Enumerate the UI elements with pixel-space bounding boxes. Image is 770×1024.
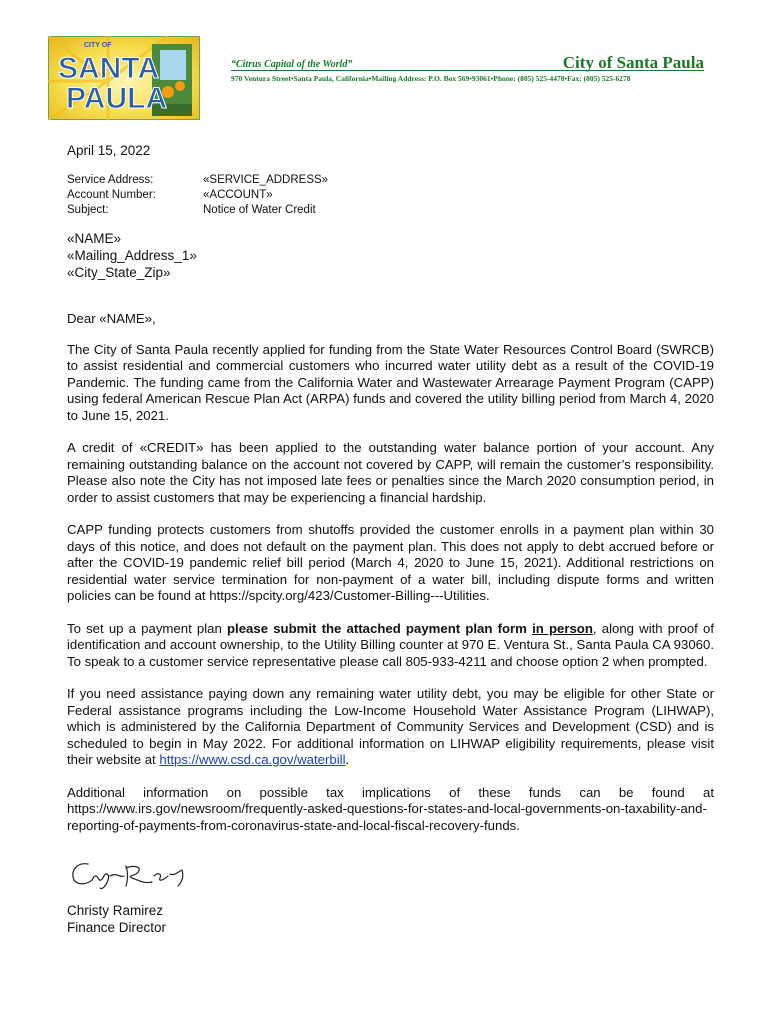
header-rule — [231, 70, 704, 71]
letter-meta — [67, 173, 328, 218]
p4-text-b: , along with proof of identification and account ownership, to the Utility Billing counter at 970 E. Ventura St., Santa Paula CA 93060. To speak to a customer service representative please call 805-933-4211 and choose option 2 when prompted. — [67, 620, 714, 669]
recipient-name: «NAME» — [67, 231, 122, 246]
meta-label: Account Number: — [67, 189, 156, 201]
recipient-address: «Mailing_Address_1» — [67, 248, 197, 263]
recipient-block — [67, 230, 197, 281]
logo-paula: PAULA — [66, 82, 168, 115]
paragraph-4 — [67, 621, 714, 671]
p4-in-person: in person — [532, 620, 593, 636]
paragraph-1: The City of Santa Paula recently applied for funding from the State Water Resources Control Board (SWRCB) to assist residential and commercial customers who incurred water utility debt as a result of the COVID-19 Pandemic. The funding came from the California Water and Wastewater Arrearage Payment Program (CAPP) using federal American Rescue Plan Act (ARPA) funds and covered the utility billing period from March 4, 2020 to June 15, 2021. — [67, 341, 714, 423]
signer-block — [67, 902, 166, 936]
letter-date: April 15, 2022 — [67, 143, 151, 158]
header-city-name: City of Santa Paula — [562, 53, 704, 72]
meta-row-account-number — [67, 188, 328, 203]
paragraph-3: CAPP funding protects customers from shutoffs provided the customer enrolls in a payment plan within 30 days of this notice, and does not default on the payment plan. This does not apply to debt accrued before or after the COVID-19 pandemic relief bill period (March 4, 2020 to June 15, 2021). Additional restrictions on residential water service termination for non-payment of a water bill, including dispute forms and written policies can be found at https://spcity.org/423/Customer-Billing---Utilities. — [67, 522, 714, 603]
meta-label: Service Address: — [67, 174, 154, 186]
logo-santa: SANTA — [58, 52, 160, 85]
meta-row-subject — [67, 203, 328, 218]
header-tagline: “Citrus Capital of the World” — [231, 59, 353, 70]
paragraph-5 — [67, 686, 714, 769]
salutation: Dear «NAME», — [67, 311, 156, 326]
logo-city-of: CITY OF — [84, 42, 112, 49]
signature — [66, 858, 206, 892]
header-address: 970 Ventura Street•Santa Paula, California•Mailing Address: P.O. Box 569•93061•Phone: (805) 525-4478•Fax: (805) 525-6278 — [231, 74, 631, 83]
meta-value: Notice of Water Credit — [203, 204, 316, 216]
paragraph-6: Additional information on possible tax implications of these funds can be found at https://www.irs.gov/newsroom/frequently-asked-questions-for-states-and-local-governments-on-taxability-and-reporting-of-payments-from-coronavirus-state-and-local-fiscal-recovery-funds. — [67, 784, 714, 833]
signer-name: Christy Ramirez — [67, 903, 164, 918]
p4-text-a: To set up a payment plan — [67, 620, 227, 636]
signer-title: Finance Director — [67, 920, 167, 935]
recipient-city-state-zip: «City_State_Zip» — [67, 265, 171, 280]
letter-body — [67, 311, 714, 850]
meta-value: «SERVICE_ADDRESS» — [203, 174, 329, 186]
meta-row-service-address — [67, 173, 328, 188]
meta-value: «ACCOUNT» — [203, 189, 273, 201]
csd-waterbill-link[interactable]: https://www.csd.ca.gov/waterbill — [159, 752, 346, 767]
paragraph-2: A credit of «CREDIT» has been applied to the outstanding water balance portion of your account. Any remaining outstanding balance on the account not covered by CAPP, will remain the customer’s responsibility. Please also note the City has not imposed late fees or penalties since the March 2020 consumption period, in order to assist customers that may be experiencing a financial hardship. — [67, 440, 714, 505]
city-logo — [48, 36, 200, 120]
p5-text-a: If you need assistance paying down any remaining water utility debt, you may be eligible for other State or Federal assistance programs including the Low-Income Household Water Assistance Program (LIHWAP), which is administered by the California Department of Community Services and Development (CSD) and is scheduled to begin in May 2022. For additional information on LIHWAP eligibility requirements, please visit their website at — [67, 686, 714, 767]
p5-text-b: . — [345, 752, 350, 767]
meta-label: Subject: — [67, 204, 109, 216]
p4-bold: please submit the attached payment plan form — [227, 620, 533, 636]
